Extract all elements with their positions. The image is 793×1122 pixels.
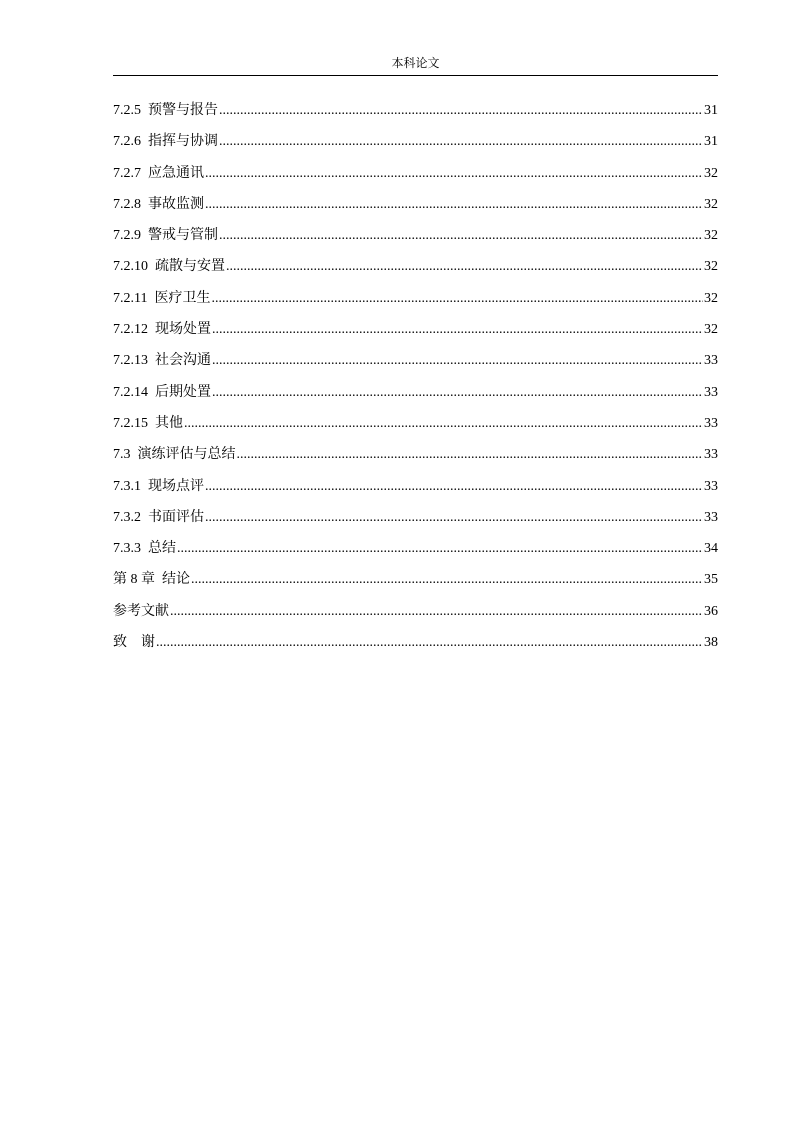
toc-entry-page: 32 (704, 259, 718, 275)
toc-entry (113, 601, 718, 632)
toc-entry (113, 632, 718, 663)
toc-entry-number: 7.3.1 (113, 478, 141, 494)
toc-entry-number: 7.2.9 (113, 228, 141, 244)
toc-entry-page: 33 (704, 509, 718, 525)
toc-entry-number: 7.2.8 (113, 196, 141, 212)
toc-entry-page: 33 (704, 478, 718, 494)
toc-leader-dots (177, 538, 703, 560)
toc-entry (113, 194, 718, 225)
toc-leader-dots (219, 225, 703, 247)
toc-entry-page: 33 (704, 384, 718, 400)
toc-entry-number: 7.2.5 (113, 103, 141, 118)
toc-entry-page: 32 (704, 322, 718, 338)
toc-entry-title: 结论 (162, 572, 190, 588)
toc-leader-dots (219, 100, 703, 122)
toc-entry-title: 警戒与管制 (148, 228, 218, 244)
toc-entry (113, 131, 718, 162)
toc-entry (113, 100, 718, 131)
toc-leader-dots (211, 288, 703, 310)
toc-leader-dots (191, 569, 703, 591)
toc-leader-dots (205, 476, 703, 498)
toc-entry-number: 7.3.2 (113, 509, 141, 525)
toc-entry-number: 7.2.10 (113, 259, 148, 275)
toc-entry-title: 致 谢 (113, 635, 155, 651)
toc-entry-title: 医疗卫生 (154, 290, 211, 306)
toc-leader-dots (156, 632, 703, 654)
toc-leader-dots (170, 601, 703, 623)
toc-entry-title: 书面评估 (148, 509, 204, 525)
toc-leader-dots (205, 163, 703, 185)
toc-entry-number: 7.3 (113, 447, 131, 463)
toc-entry (113, 413, 718, 444)
toc-entry-number: 7.2.12 (113, 322, 148, 338)
toc-entry (113, 319, 718, 350)
toc-entry-page: 34 (704, 541, 718, 557)
toc-leader-dots (237, 444, 704, 466)
toc-entry-number: 7.2.11 (113, 290, 148, 306)
table-of-contents (113, 100, 718, 663)
toc-entry-number: 7.3.3 (113, 541, 141, 557)
toc-entry-page: 33 (704, 353, 718, 369)
toc-entry (113, 569, 718, 600)
toc-entry-page: 33 (704, 447, 718, 463)
toc-entry-page: 32 (704, 228, 718, 244)
toc-entry (113, 350, 718, 381)
toc-entry-title: 预警与报告 (148, 103, 218, 118)
toc-entry-page: 38 (704, 635, 718, 651)
toc-entry-number: 7.2.6 (113, 134, 141, 150)
toc-entry-title: 参考文献 (113, 603, 169, 619)
toc-entry-page: 31 (704, 103, 718, 118)
toc-entry-title: 其他 (155, 415, 183, 431)
toc-entry-title: 疏散与安置 (155, 259, 225, 275)
toc-entry-title: 指挥与协调 (148, 134, 218, 150)
toc-entry (113, 476, 718, 507)
toc-entry-number: 7.2.15 (113, 415, 148, 431)
toc-entry-page: 36 (704, 603, 718, 619)
toc-entry-title: 社会沟通 (155, 353, 211, 369)
toc-leader-dots (212, 319, 703, 341)
toc-entry-page: 31 (704, 134, 718, 150)
toc-leader-dots (184, 413, 703, 435)
toc-entry-page: 32 (704, 290, 718, 306)
toc-entry-title: 现场处置 (155, 322, 211, 338)
toc-entry (113, 538, 718, 569)
toc-leader-dots (205, 194, 703, 216)
page-header (113, 55, 718, 76)
toc-entry (113, 507, 718, 538)
toc-entry (113, 382, 718, 413)
toc-leader-dots (205, 507, 703, 529)
toc-leader-dots (212, 382, 703, 404)
toc-entry-title: 总结 (148, 541, 176, 557)
toc-entry-page: 33 (704, 415, 718, 431)
toc-entry-page: 32 (704, 165, 718, 181)
toc-entry-page: 35 (704, 572, 718, 588)
toc-entry-page: 32 (704, 196, 718, 212)
toc-entry (113, 288, 718, 319)
toc-entry-title: 事故监测 (148, 196, 204, 212)
toc-entry (113, 225, 718, 256)
toc-entry-number: 7.2.13 (113, 353, 148, 369)
toc-entry-title: 现场点评 (148, 478, 204, 494)
toc-entry-title: 应急通讯 (148, 165, 204, 181)
toc-entry-title: 演练评估与总结 (137, 447, 236, 463)
toc-entry-number: 7.2.14 (113, 384, 148, 400)
toc-leader-dots (219, 131, 703, 153)
toc-entry (113, 163, 718, 194)
toc-leader-dots (226, 256, 703, 278)
toc-leader-dots (212, 350, 703, 372)
toc-entry-number: 第 8 章 (113, 572, 155, 588)
toc-entry-title: 后期处置 (155, 384, 211, 400)
toc-entry (113, 256, 718, 287)
toc-entry-number: 7.2.7 (113, 165, 141, 181)
toc-entry (113, 444, 718, 475)
header-title: 本科论文 (391, 56, 440, 70)
